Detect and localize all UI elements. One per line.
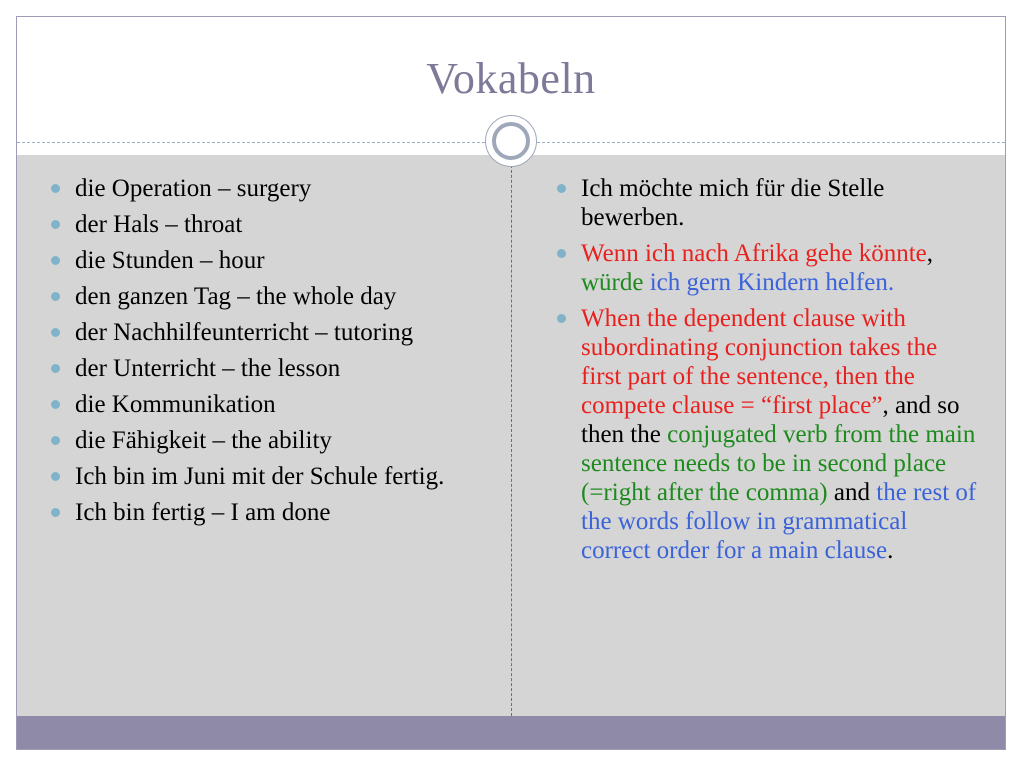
rule-and-text: and [827, 479, 877, 506]
main-clause-rest-example: ich gern Kindern helfen. [643, 269, 895, 296]
list-item [51, 210, 481, 239]
bullet-icon [557, 184, 566, 193]
list-item [51, 246, 481, 275]
list-item-text: die Fähigkeit – the ability [75, 427, 332, 454]
bullet-icon [51, 400, 60, 409]
comma-text: , [926, 240, 934, 267]
rule-rest-of-words: the rest of the words follow in grammatical correct order for a main clause [581, 479, 977, 564]
left-column-list [51, 174, 481, 534]
column-divider [511, 155, 512, 716]
slide-title: Vokabeln [426, 54, 596, 103]
list-item [51, 426, 481, 455]
slide [16, 16, 1006, 750]
rule-connector-text: , and so then the [581, 392, 960, 448]
rule-period: . [887, 537, 894, 564]
list-item-text: die Kommunikation [75, 391, 276, 418]
bullet-icon [51, 364, 60, 373]
circle-ornament-icon [485, 115, 537, 167]
list-item [51, 174, 481, 203]
list-item-text: Ich bin im Juni mit der Schule fertig. [75, 463, 445, 490]
bullet-icon [557, 314, 566, 323]
content-area [17, 155, 1005, 716]
list-item-text: der Nachhilfeunterricht – tutoring [75, 319, 414, 346]
rule-conjugated-verb: conjugated verb from the main sentence needs to be in second place (=right after the comma) [581, 421, 976, 506]
bullet-icon [51, 184, 60, 193]
bullet-icon [51, 220, 60, 229]
list-item-text: die Stunden – hour [75, 247, 265, 274]
list-item [557, 174, 977, 232]
list-item-text: die Operation – surgery [75, 175, 312, 202]
rule-dependent-clause: When the dependent clause with subordinating conjunction takes the first part of the sentence, then the compete clause = “first place” [581, 305, 938, 419]
right-column-list [557, 174, 977, 572]
bullet-icon [51, 508, 60, 517]
list-item-text: den ganzen Tag – the whole day [75, 283, 397, 310]
list-item [51, 282, 481, 311]
list-item [51, 462, 481, 491]
bullet-icon [557, 249, 566, 258]
list-item [51, 390, 481, 419]
bullet-icon [51, 256, 60, 265]
conjugated-verb-example: würde [581, 269, 644, 296]
circle-ornament-inner [492, 122, 530, 160]
bullet-icon [51, 436, 60, 445]
list-item-text: der Unterricht – the lesson [75, 355, 341, 382]
list-item-text: Ich bin fertig – I am done [75, 499, 331, 526]
list-item [51, 498, 481, 527]
footer-bar [17, 716, 1005, 749]
list-item-text: der Hals – throat [75, 211, 243, 238]
list-item [557, 304, 977, 565]
list-item [51, 318, 481, 347]
bullet-icon [51, 292, 60, 301]
bullet-icon [51, 472, 60, 481]
bullet-icon [51, 328, 60, 337]
list-item [51, 354, 481, 383]
list-item [557, 239, 977, 297]
dependent-clause-example: Wenn ich nach Afrika gehe könnte [581, 240, 927, 267]
list-item-text: Ich möchte mich für die Stelle bewerben. [581, 175, 885, 231]
